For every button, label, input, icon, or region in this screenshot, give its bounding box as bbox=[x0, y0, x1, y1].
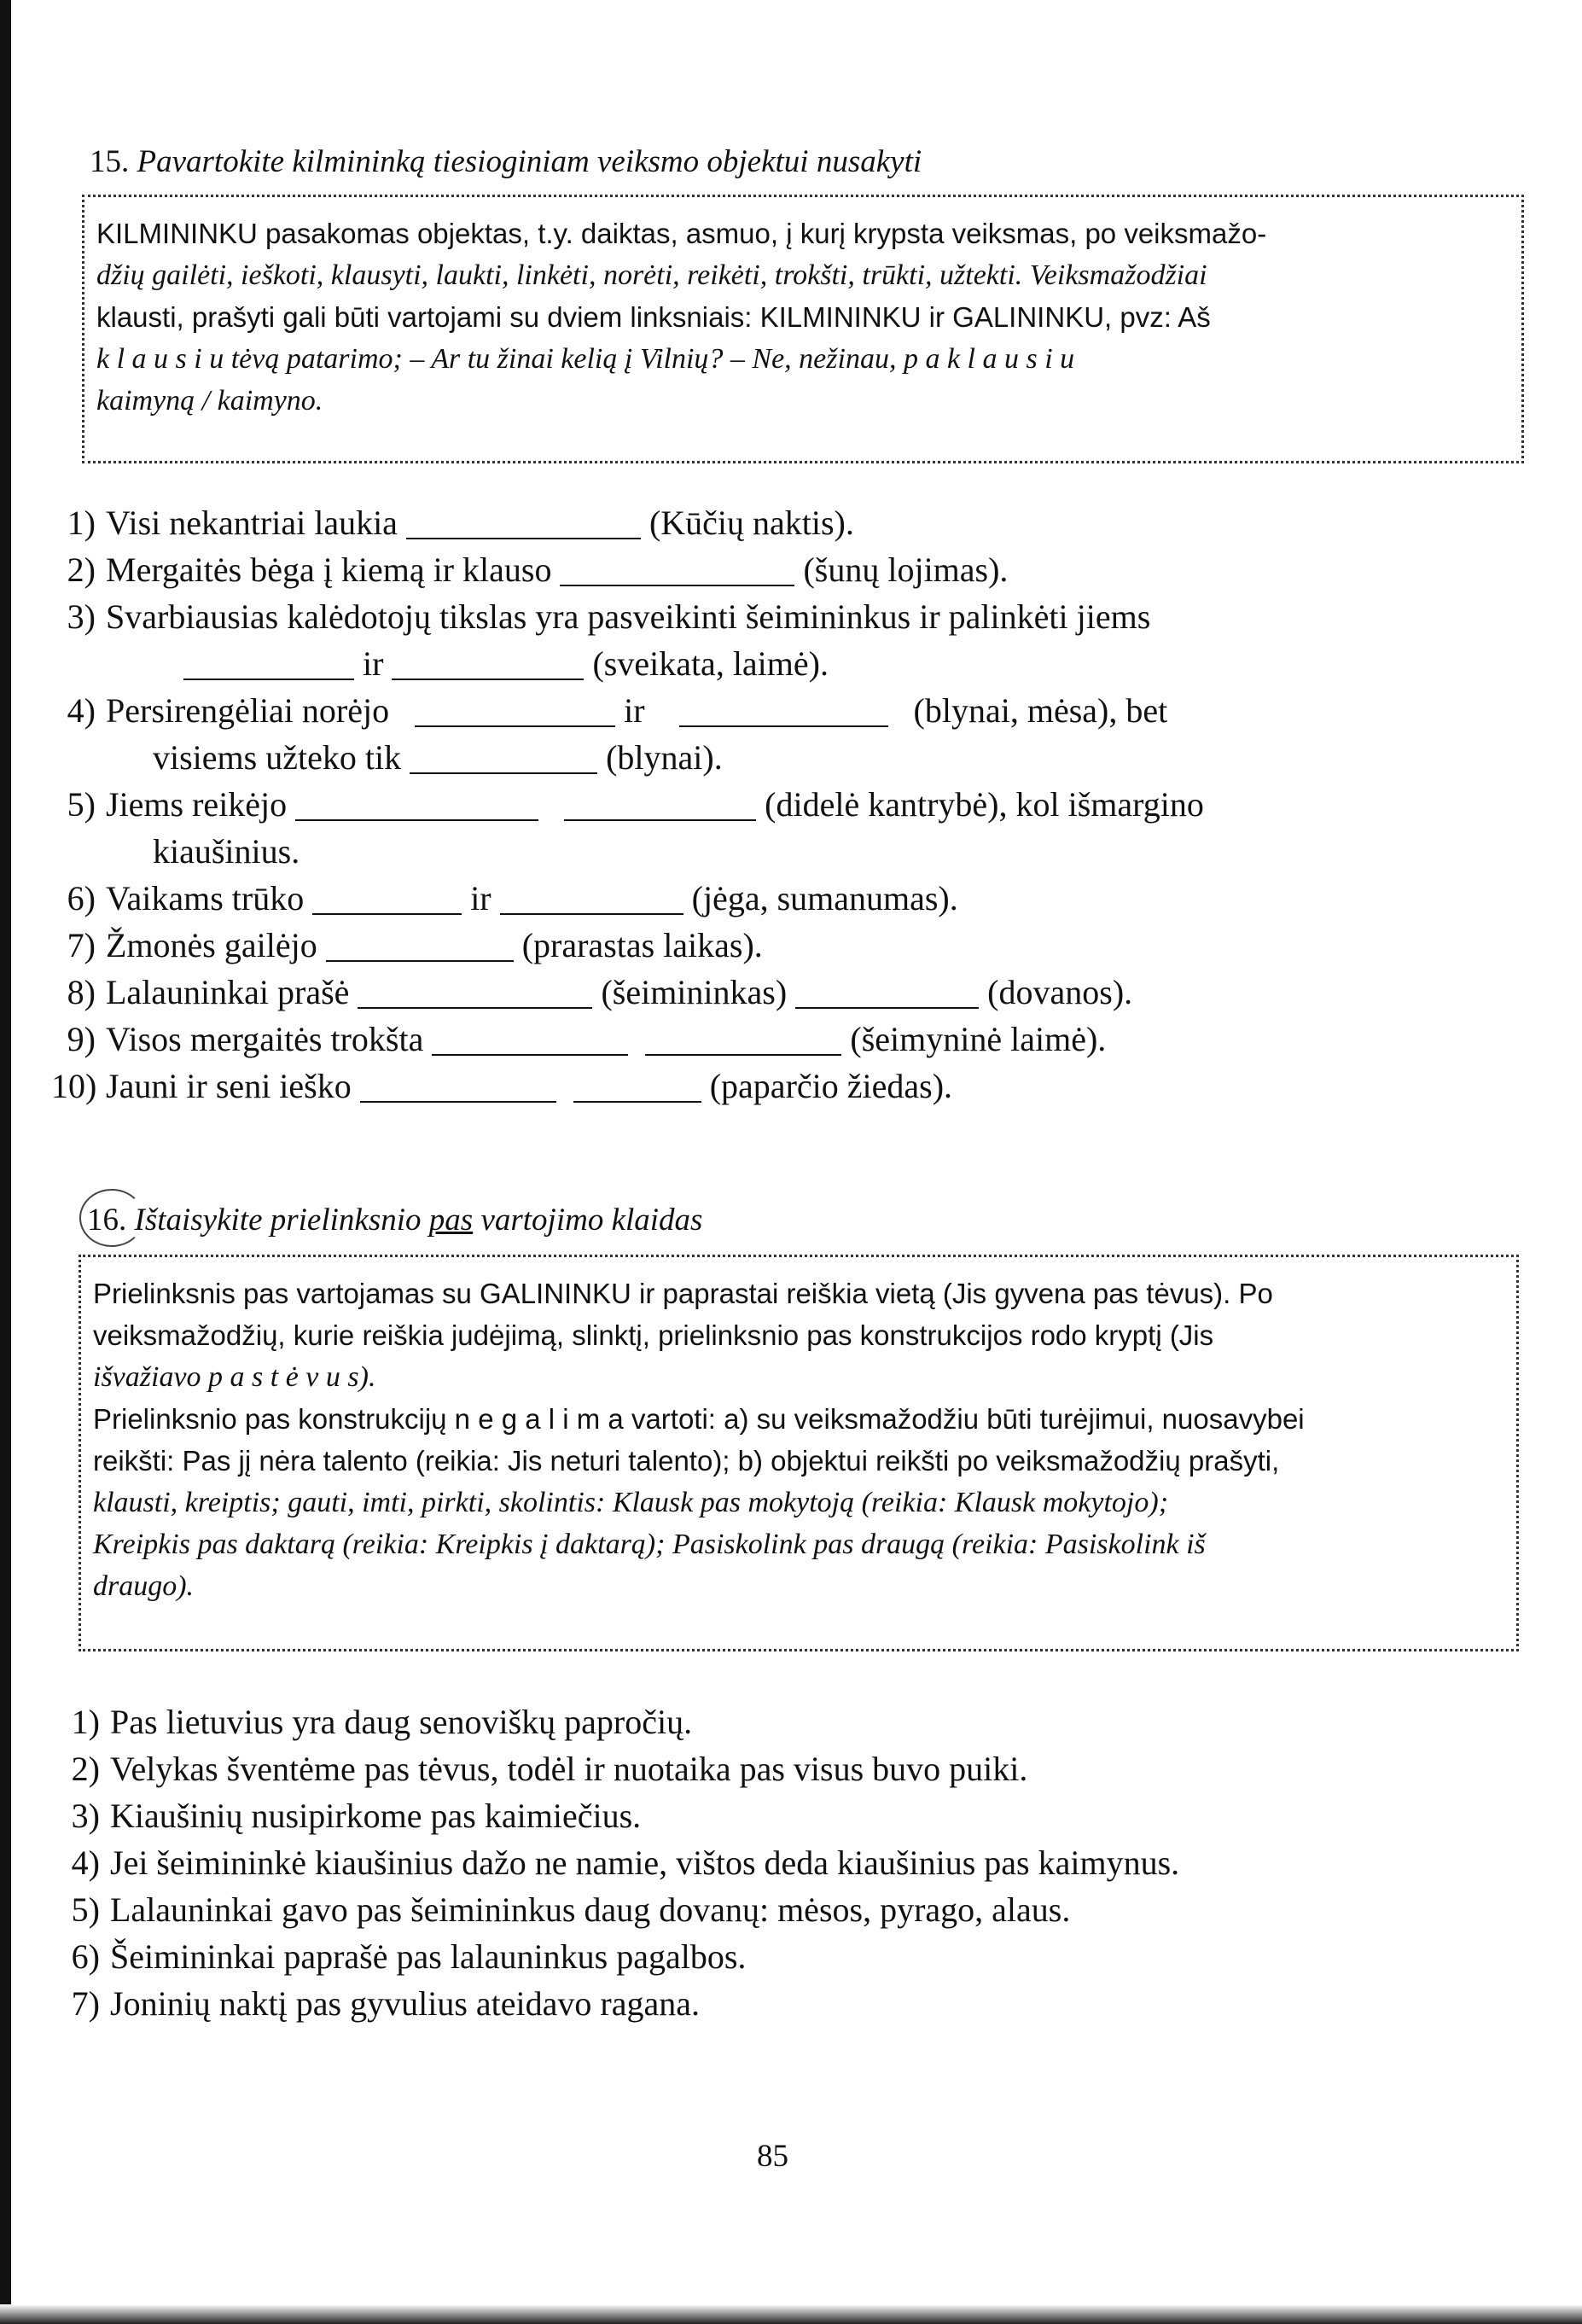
answer-blank[interactable] bbox=[358, 976, 592, 1009]
answer-blank[interactable] bbox=[560, 554, 794, 586]
answer-blank[interactable] bbox=[392, 648, 584, 680]
answer-blank[interactable] bbox=[573, 1070, 701, 1103]
answer-blank[interactable] bbox=[406, 507, 641, 539]
answer-blank[interactable] bbox=[312, 882, 462, 915]
answer-blank[interactable] bbox=[795, 976, 979, 1009]
answer-blank[interactable] bbox=[326, 929, 514, 962]
answer-blank[interactable] bbox=[432, 1023, 628, 1056]
list-item: 5) Jiems reikėjo (didelė kantrybė), kol išmargino bbox=[67, 785, 1204, 824]
rule-line: draugo). bbox=[93, 1570, 195, 1602]
exercise-15-title: Pavartokite kilmininką tiesioginiam veiksmo objektui nusakyti bbox=[137, 144, 922, 179]
answer-blank[interactable] bbox=[360, 1070, 556, 1103]
list-item: 5) Lalauninkai gavo pas šeimininkus daug dovanų: mėsos, pyrago, alaus. bbox=[71, 1890, 1071, 1929]
exercise-16-heading: 16. Ištaisykite prielinksnio pas vartojimo klaidas bbox=[87, 1203, 703, 1238]
list-item: 6) Vaikams trūko ir (jėga, sumanumas). bbox=[67, 879, 958, 917]
list-item: 2) Velykas šventėme pas tėvus, todėl ir nuotaika pas visus buvo puiki. bbox=[71, 1750, 1028, 1788]
rule-line: Kreipkis pas daktarą (reikia: Kreipkis į daktarą); Pasiskolink pas draugą (reikia: Pasiskolink iš bbox=[93, 1529, 1206, 1560]
scan-edge-bottom bbox=[0, 2304, 1582, 2324]
answer-blank[interactable] bbox=[295, 789, 538, 821]
rule-line: kaimyną / kaimyno. bbox=[96, 385, 323, 416]
list-item: 1) Pas lietuvius yra daug senoviškų papročių. bbox=[71, 1703, 693, 1741]
list-item-continuation: visiems užteko tik (blynai). bbox=[153, 738, 723, 777]
list-item: 3) Svarbiausias kalėdotojų tikslas yra pasveikinti šeimininkus ir palinkėti jiems bbox=[67, 597, 1151, 636]
list-item: 8) Lalauninkai prašė (šeimininkas) (dovanos). bbox=[67, 973, 1133, 1011]
list-item: 7) Žmonės gailėjo (prarastas laikas). bbox=[67, 926, 763, 964]
rule-line: k l a u s i u tėvą patarimo; – Ar tu žinai kelią į Vilnių? – Ne, nežinau, p a k l a u s i u bbox=[96, 343, 1075, 375]
exercise-15-number: 15. bbox=[90, 144, 130, 179]
list-item: 10) Jauni ir seni ieško (paparčio žiedas). bbox=[51, 1067, 953, 1105]
exercise-16-list bbox=[55, 1698, 1179, 2027]
answer-blank[interactable] bbox=[679, 695, 888, 727]
list-item: 7) Joninių naktį pas gyvulius ateidavo ragana. bbox=[71, 1984, 700, 2023]
rule-line: reikšti: Pas jį nėra talento (reikia: Jis neturi talento); b) objektui reikšti po veiksmažodžių prašyti, bbox=[93, 1445, 1280, 1477]
exercise-15-heading bbox=[90, 143, 922, 180]
answer-blank[interactable] bbox=[410, 742, 597, 774]
rule-line: KILMININKU pasakomas objektas, t.y. daiktas, asmuo, į kurį krypsta veiksmas, po veiksmažo- bbox=[96, 218, 1267, 249]
answer-blank[interactable] bbox=[564, 789, 756, 821]
list-item: 1) Visi nekantriai laukia (Kūčių naktis). bbox=[67, 504, 854, 542]
list-item: 4) Jei šeimininkė kiaušinius dažo ne namie, vištos deda kiaušinius pas kaimynus. bbox=[71, 1843, 1180, 1882]
page-number: 85 bbox=[757, 2139, 788, 2174]
list-item: 9) Visos mergaitės trokšta (šeimyninė laimė). bbox=[67, 1020, 1107, 1058]
exercise-16-rule-box bbox=[79, 1255, 1519, 1651]
list-item: 6) Šeimininkai paprašė pas lalauninkus pagalbos. bbox=[71, 1937, 747, 1976]
rule-line: klausti, kreiptis; gauti, imti, pirkti, skolintis: Klausk pas mokytoją (reikia: Klausk mokytojo); bbox=[93, 1487, 1169, 1518]
exercise-16-number: 16. bbox=[87, 1203, 127, 1238]
answer-blank[interactable] bbox=[183, 648, 354, 680]
list-item-continuation: ir (sveikata, laimė). bbox=[51, 640, 1204, 687]
list-item: 2) Mergaitės bėga į kiemą ir klauso (šunų lojimas). bbox=[67, 550, 1009, 589]
answer-blank[interactable] bbox=[645, 1023, 841, 1056]
rule-line: išvažiavo p a s t ė v u s). bbox=[93, 1361, 376, 1393]
answer-blank[interactable] bbox=[415, 695, 615, 727]
answer-blank[interactable] bbox=[500, 882, 683, 915]
rule-line: Prielinksnio pas konstrukcijų n e g a l i m a vartoti: a) su veiksmažodžiu būti turėjimui, nuosavybei bbox=[93, 1403, 1305, 1435]
list-item-continuation: kiaušinius. bbox=[153, 832, 300, 871]
rule-line: džių gailėti, ieškoti, klausyti, laukti, linkėti, norėti, reikėti, trokšti, trūkti, užtekti. Veiksmažodžiai bbox=[96, 259, 1207, 291]
exercise-15-list bbox=[51, 499, 1204, 1110]
rule-line: Prielinksnis pas vartojamas su GALININKU ir paprastai reiškia vietą (Jis gyvena pas tėvus). Po bbox=[93, 1278, 1273, 1309]
rule-line: veiksmažodžių, kurie reiškia judėjimą, slinktį, prielinksnio pas konstrukcijos rodo kryptį (Jis bbox=[93, 1319, 1214, 1351]
exercise-15-rule-box bbox=[82, 195, 1524, 463]
list-item: 3) Kiaušinių nusipirkome pas kaimiečius. bbox=[71, 1797, 642, 1835]
scan-edge-left bbox=[0, 0, 11, 2324]
list-item: 4) Persirengėliai norėjo ir (blynai, mėsa), bet bbox=[67, 691, 1168, 730]
rule-line: klausti, prašyti gali būti vartojami su dviem linksniais: KILMININKU ir GALININKU, pvz: Aš bbox=[96, 301, 1211, 333]
